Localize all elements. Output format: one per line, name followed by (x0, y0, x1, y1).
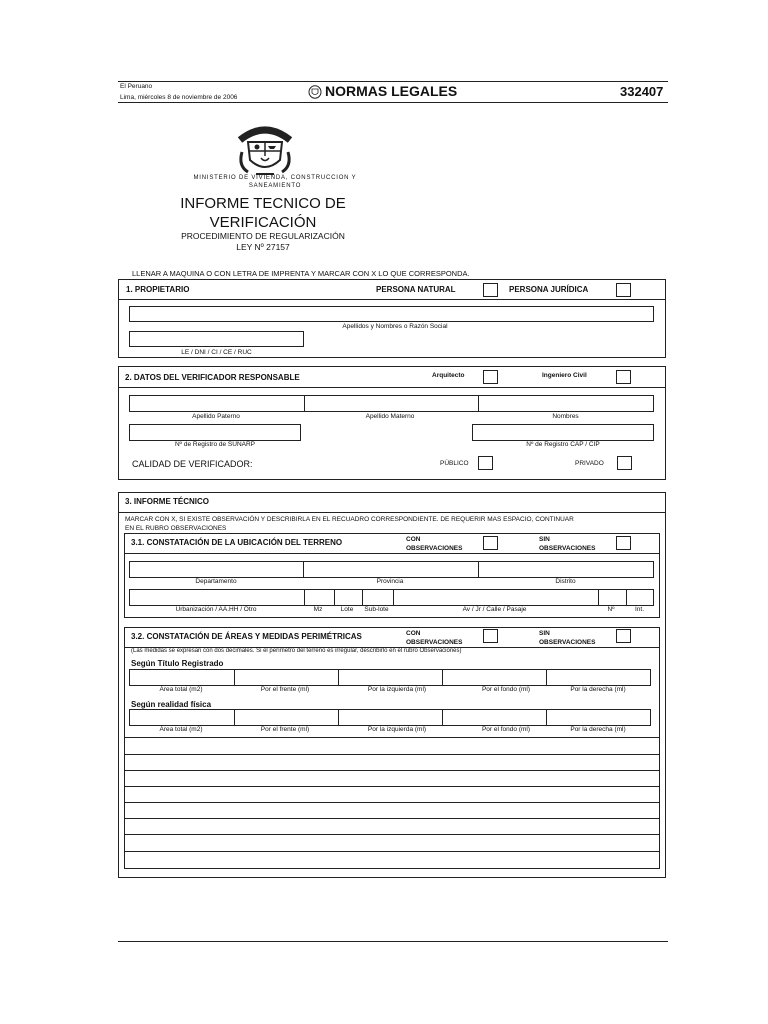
location-row2-divider (393, 590, 394, 605)
sub32-con-checkbox[interactable] (483, 629, 498, 643)
header-title: NORMAS LEGALES (325, 83, 458, 99)
description-line (125, 818, 659, 819)
interior-caption: Int. (634, 606, 645, 613)
calidad-label: CALIDAD DE VERIFICADOR: (132, 459, 253, 469)
persona-juridica-checkbox[interactable] (616, 283, 631, 297)
owner-id-field[interactable] (129, 331, 304, 347)
departamento-caption: Departamento (195, 578, 237, 585)
section3-title: 3. INFORME TÉCNICO (125, 497, 210, 506)
sub31-title: 3.1. CONSTATACIÓN DE LA UBICACIÓN DEL TERRENO (131, 538, 343, 547)
cap-field[interactable] (472, 424, 654, 441)
nombres-caption: Nombres (552, 413, 579, 420)
titulo-area-caption: Área total (m2) (159, 686, 203, 693)
description-line (125, 834, 659, 835)
sub32-con-line2: OBSERVACIONES (406, 639, 463, 646)
section3-divider (118, 512, 666, 513)
owner-name-caption: Apellidos y Nombres o Razón Social (342, 323, 448, 330)
measure-divider (442, 710, 443, 725)
publico-checkbox[interactable] (478, 456, 493, 470)
sub32-con-label (406, 629, 462, 647)
location-row2-divider (626, 590, 627, 605)
numero-caption: Nº (607, 606, 615, 613)
titulo-derecha-caption: Por la derecha (ml) (570, 686, 626, 693)
provincia-caption: Provincia (376, 578, 404, 585)
distrito-caption: Distrito (555, 578, 576, 585)
measure-divider (442, 670, 443, 685)
mz-caption: Mz (313, 606, 323, 613)
section1-title: 1. PROPIETARIO (126, 285, 190, 294)
titulo-measures-row (129, 669, 651, 686)
measure-divider (338, 710, 339, 725)
lote-caption: Lote (340, 606, 354, 613)
sub31-con-label (406, 535, 462, 553)
ingeniero-checkbox[interactable] (616, 370, 631, 384)
ministry-seal-icon (234, 122, 296, 178)
realidad-area-caption: Área total (m2) (159, 726, 203, 733)
description-line (125, 851, 659, 852)
sub31-con-checkbox[interactable] (483, 536, 498, 550)
sub32-con-line1: CON (406, 630, 421, 637)
sub31-sin-label (539, 535, 595, 553)
location-row2-divider (334, 590, 335, 605)
realidad-fisica-label: Según realidad física (131, 700, 212, 709)
realidad-measures-row (129, 709, 651, 726)
sub31-con-line2: OBSERVACIONES (406, 545, 463, 552)
location-row1 (129, 561, 654, 578)
coat-of-arms-icon (308, 85, 322, 99)
description-line (125, 754, 659, 755)
privado-checkbox[interactable] (617, 456, 632, 470)
arquitecto-checkbox[interactable] (483, 370, 498, 384)
sub32-sin-line1: SIN (539, 630, 550, 637)
location-row2 (129, 589, 654, 606)
measure-divider (234, 670, 235, 685)
cap-caption: Nº de Registro CAP / CIP (526, 441, 600, 448)
description-line (125, 770, 659, 771)
persona-natural-label: PERSONA NATURAL (376, 285, 456, 294)
realidad-frente-caption: Por el frente (ml) (260, 726, 310, 733)
section2-divider (118, 387, 666, 388)
form-title-line1: INFORME TECNICO DE (180, 195, 346, 212)
realidad-derecha-caption: Por la derecha (ml) (570, 726, 626, 733)
section2-title: 2. DATOS DEL VERIFICADOR RESPONSABLE (125, 373, 300, 382)
publication-name: El Peruano (120, 83, 153, 90)
section3-note-line2: EN EL RUBRO OBSERVACIONES (125, 525, 227, 532)
titulo-izquierda-caption: Por la izquierda (ml) (367, 686, 427, 693)
description-area[interactable] (124, 737, 660, 869)
sub32-sin-line2: OBSERVACIONES (539, 639, 596, 646)
location-row1-divider (303, 562, 304, 577)
section1-divider (118, 299, 666, 300)
header-top-rule (118, 81, 668, 82)
titulo-fondo-caption: Por el fondo (ml) (481, 686, 531, 693)
page-number: 332407 (620, 84, 664, 99)
apellido-paterno-caption: Apellido Paterno (192, 413, 240, 420)
verifier-names-divider (478, 396, 479, 411)
realidad-fondo-caption: Por el fondo (ml) (481, 726, 531, 733)
verifier-names-divider (304, 396, 305, 411)
titulo-registrado-label: Según Título Registrado (131, 659, 224, 668)
realidad-izquierda-caption: Por la izquierda (ml) (367, 726, 427, 733)
publication-date: Lima, miércoles 8 de noviembre de 2006 (120, 94, 238, 101)
location-row2-divider (598, 590, 599, 605)
titulo-frente-caption: Por el frente (ml) (260, 686, 310, 693)
header-bottom-rule (118, 102, 668, 103)
measure-divider (546, 670, 547, 685)
owner-id-caption: LE / DNI / CI / CE / RUC (181, 349, 252, 356)
form-law: LEY Nº 27157 (236, 242, 290, 252)
sub31-divider (124, 553, 660, 554)
form-subtitle: PROCEDIMIENTO DE REGULARIZACIÓN (181, 231, 345, 241)
sub31-sin-line2: OBSERVACIONES (539, 545, 596, 552)
owner-name-field[interactable] (129, 306, 654, 322)
form-title-line2: VERIFICACIÓN (209, 214, 317, 231)
ingeniero-label: Ingeniero Civil (542, 372, 587, 379)
ministry-name: MINISTERIO DE VIVIENDA, CONSTRUCCION Y SANEAMIENTO (193, 175, 357, 189)
arquitecto-label: Arquitecto (432, 372, 465, 379)
description-line (125, 786, 659, 787)
sub32-note: (Las medidas se expresan con dos decimales. Si el perímetro del terreno es irregular, describirlo en el rubro Observaciones) (131, 648, 462, 654)
measure-divider (234, 710, 235, 725)
publico-label: PÚBLICO (440, 460, 469, 467)
apellido-materno-caption: Apellido Materno (365, 413, 415, 420)
persona-natural-checkbox[interactable] (483, 283, 498, 297)
avenida-caption: Av / Jr / Calle / Pasaje (462, 606, 527, 613)
sub31-sin-line1: SIN (539, 536, 550, 543)
privado-label: PRIVADO (575, 460, 604, 467)
location-row2-divider (362, 590, 363, 605)
instructions: LLENAR A MAQUINA O CON LETRA DE IMPRENTA Y MARCAR CON X LO QUE CORRESPONDA. (132, 269, 470, 278)
measure-divider (338, 670, 339, 685)
sub31-con-line1: CON (406, 536, 421, 543)
verifier-names-row (129, 395, 654, 412)
location-row1-divider (478, 562, 479, 577)
urbanizacion-caption: Urbanización / AA.HH / Otro (175, 606, 257, 613)
location-row2-divider (304, 590, 305, 605)
sub32-sin-label (539, 629, 595, 647)
sub31-sin-checkbox[interactable] (616, 536, 631, 550)
sunarp-caption: Nº de Registro de SUNARP (174, 441, 256, 448)
persona-juridica-label: PERSONA JURÍDICA (509, 285, 589, 294)
sub32-title: 3.2. CONSTATACIÓN DE ÁREAS Y MEDIDAS PERIMÉTRICAS (131, 632, 362, 641)
description-line (125, 802, 659, 803)
section3-note-line1: MARCAR CON X, SI EXISTE OBSERVACIÓN Y DESCRIBIRLA EN EL RECUADRO CORRESPONDIENTE. DE REQUERIR MAS ESPACIO, CONTINUAR (125, 516, 574, 523)
measure-divider (546, 710, 547, 725)
sunarp-field[interactable] (129, 424, 301, 441)
footer-rule (118, 941, 668, 942)
sublote-caption: Sub-lote (364, 606, 389, 613)
sub32-sin-checkbox[interactable] (616, 629, 631, 643)
